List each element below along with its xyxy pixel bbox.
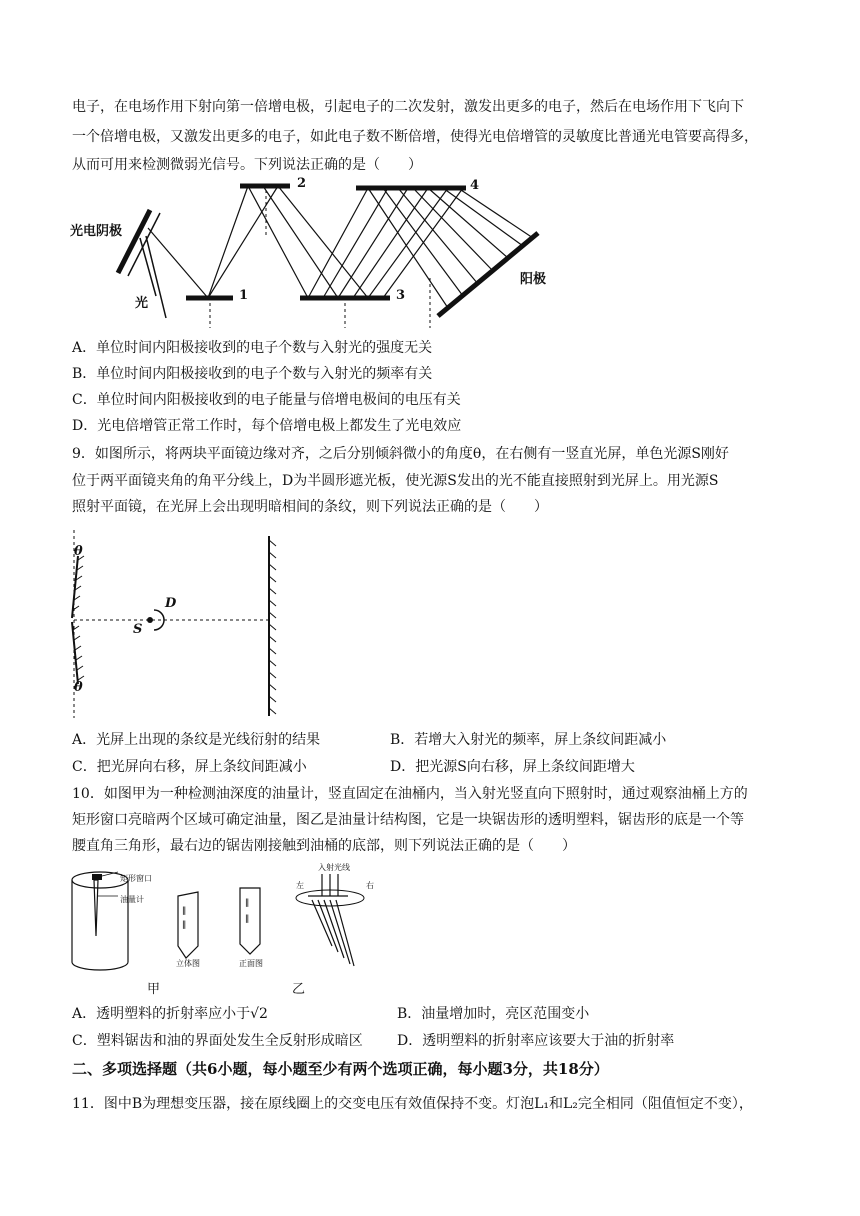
q9-option-d: D．把光源S向右移，屏上条纹间距增大 [390, 759, 635, 775]
incident-light-label: 入射光线 [318, 863, 350, 872]
q11-line-1: 11．图中B为理想变压器，接在原线圈上的交变电压有效值保持不变。灯泡L₁和L₂完全相同（阻值恒定不变）， [72, 1096, 753, 1112]
dynode-4-label: 4 [470, 178, 480, 193]
light-label: 光 [135, 296, 149, 311]
q10-option-c: C．塑料锯齿和油的界面处发生全反射形成暗区 [72, 1033, 363, 1049]
q8-option-c: C．单位时间内阳极接收到的电子能量与倍增电极间的电压有关 [72, 392, 461, 408]
q8-line-2: 一个倍增电极，又激发出更多的电子，如此电子数不断倍增，使得光电倍增管的灵敏度比普通光电管要高得多， [72, 129, 758, 145]
caption-jia: 甲 [147, 982, 161, 997]
front-view-label: 正面图 [239, 959, 263, 968]
q9-option-c: C．把光屏向右移，屏上条纹间距减小 [72, 759, 307, 775]
anode-label: 阳极 [520, 272, 547, 287]
svg-text:∥: ∥ [182, 907, 187, 917]
gauge-label: 油量计 [120, 895, 144, 904]
q10-option-a: A．透明塑料的折射率应小于√2 [72, 1006, 268, 1022]
s-label: S [133, 622, 143, 637]
theta-bottom-label: θ [74, 680, 83, 695]
solid-view-label: 立体图 [176, 959, 200, 968]
theta-top-label: θ [74, 544, 83, 559]
q8-line-3: 从而可用来检测微弱光信号。下列说法正确的是（ ） [72, 157, 422, 173]
oil-gauge-figure [68, 866, 380, 974]
mirror-interference-figure [64, 526, 294, 724]
q10-option-b: B．油量增加时，亮区范围变小 [397, 1006, 590, 1022]
cathode-label: 光电阴极 [70, 224, 123, 239]
q8-option-d: D．光电倍增管正常工作时，每个倍增电极上都发生了光电效应 [72, 418, 462, 434]
q10-line-3: 腰直角三角形，最右边的锯齿刚接触到油桶的底部，则下列说法正确的是（ ） [72, 838, 576, 854]
right-label: 右 [366, 881, 374, 890]
svg-text:∥: ∥ [245, 899, 250, 909]
svg-text:∥: ∥ [182, 921, 187, 931]
left-label: 左 [296, 881, 304, 890]
q8-option-b: B．单位时间内阳极接收到的电子个数与入射光的频率有关 [72, 366, 433, 382]
q9-option-b: B．若增大入射光的频率，屏上条纹间距减小 [390, 732, 667, 748]
svg-text:∥: ∥ [245, 915, 250, 925]
dynode-2-label: 2 [297, 176, 307, 191]
q9-option-a: A．光屏上出现的条纹是光线衍射的结果 [72, 732, 321, 748]
window-label: 矩形窗口 [120, 874, 152, 883]
q8-option-a: A．单位时间内阳极接收到的电子个数与入射光的强度无关 [72, 340, 433, 356]
dynode-3-label: 3 [396, 288, 406, 303]
d-label: D [165, 596, 177, 611]
q9-line-2: 位于两平面镜夹角的角平分线上，D为半圆形遮光板，使光源S发出的光不能直接照射到光屏上。用光源S [72, 473, 719, 489]
q10-option-d: D．透明塑料的折射率应该要大于油的折射率 [397, 1033, 675, 1049]
dynode-1-label: 1 [239, 288, 249, 303]
q10-line-2: 矩形窗口亮暗两个区域可确定油量，图乙是油量计结构图，它是一块锯齿形的透明塑料，锯齿形的底是一个等 [72, 812, 744, 828]
caption-yi: 乙 [292, 982, 306, 997]
q8-line-1: 电子，在电场作用下射向第一倍增电极，引起电子的二次发射，激发出更多的电子，然后在电场作用下飞向下 [72, 99, 744, 115]
section-2-heading: 二、多项选择题（共6小题，每小题至少有两个选项正确，每小题3分，共18分） [72, 1060, 609, 1078]
q10-line-1: 10．如图甲为一种检测油深度的油量计，竖直固定在油桶内，当入射光竖直向下照射时，通过观察油桶上方的 [72, 786, 748, 802]
q9-line-3: 照射平面镜，在光屏上会出现明暗相间的条纹，则下列说法正确的是（ ） [72, 499, 548, 515]
q9-line-1: 9．如图所示，将两块平面镜边缘对齐，之后分别倾斜微小的角度θ，在右侧有一竖直光屏，单色光源S刚好 [72, 446, 729, 462]
